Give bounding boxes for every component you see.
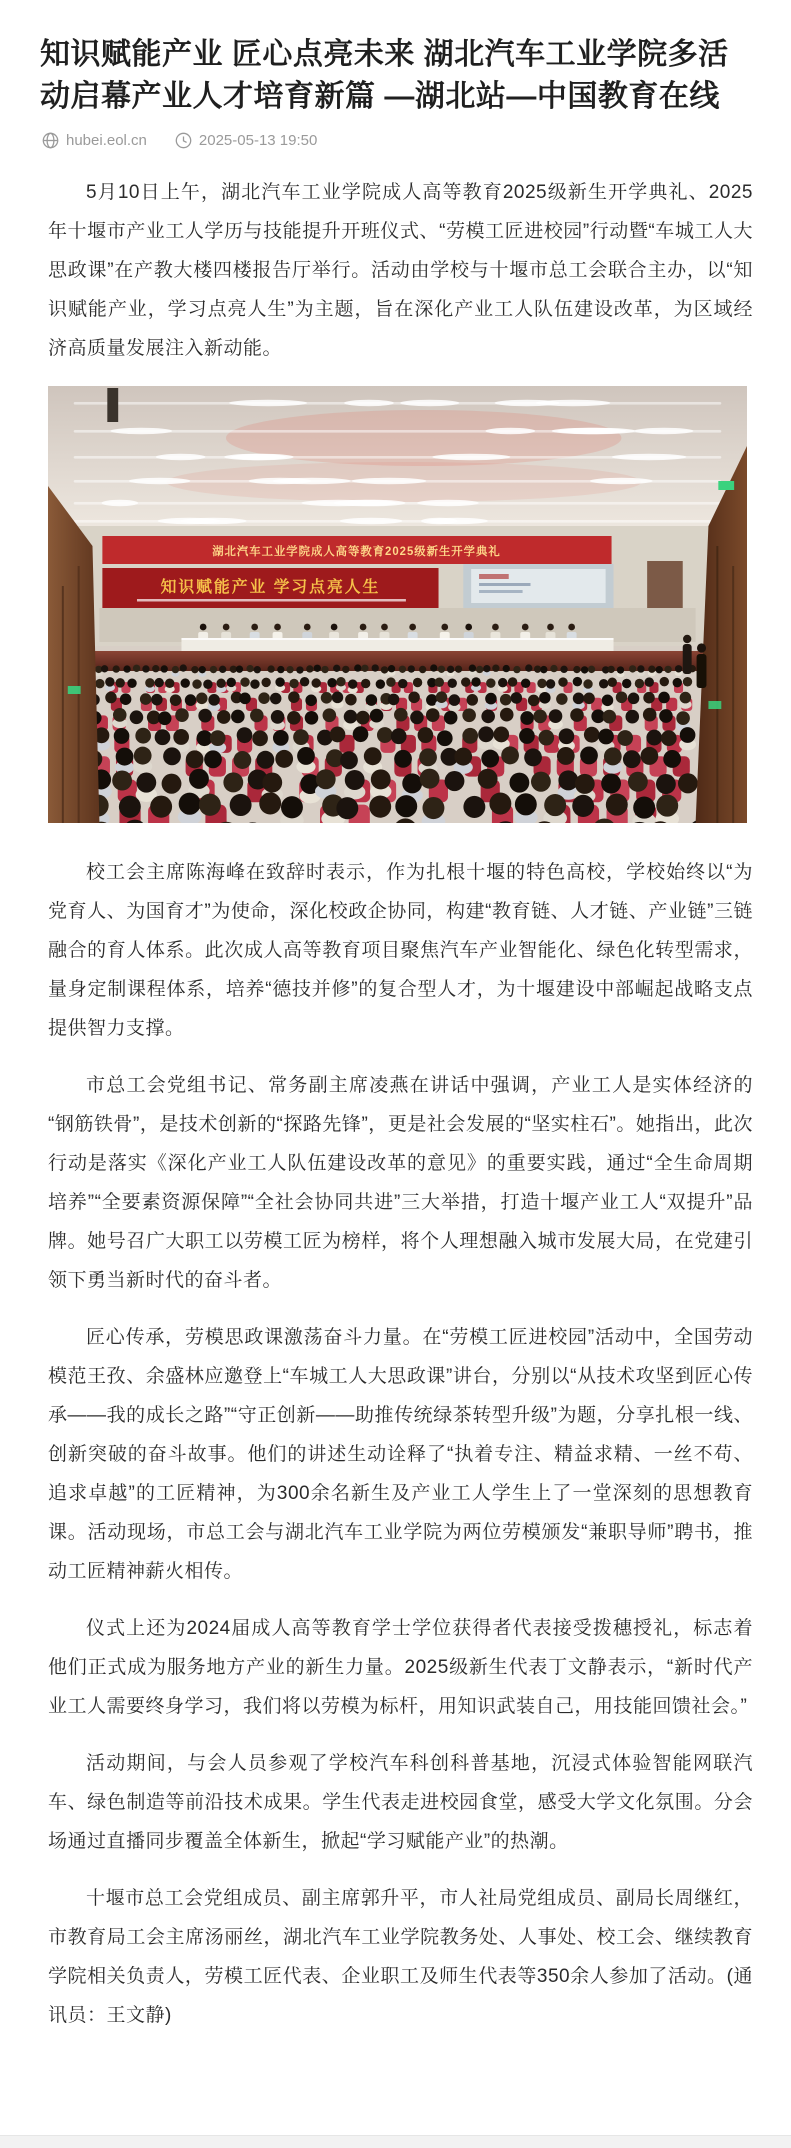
clock-icon <box>175 132 192 149</box>
article-body <box>40 173 755 2035</box>
paragraph-2: 校工会主席陈海峰在致辞时表示，作为扎根十堰的特色高校，学校始终以“为党育人、为国育才”为使命，深化校政企协同，构建“教育链、人才链、产业链”三链融合的育人体系。此次成人高等教育项目聚焦汽车产业智能化、绿色化转型需求，量身定制课程体系，培养“德技并修”的复合型人才，为十堰建设中部崛起战略支点提供智力支撑。 <box>48 862 753 1039</box>
audience <box>85 664 713 823</box>
exit-sign-icon <box>708 701 721 709</box>
exit-sign-icon <box>68 686 81 694</box>
article-meta <box>42 132 755 149</box>
article-photo[interactable] <box>48 386 747 823</box>
paragraph-6: 活动期间，与会人员参观了学校汽车科创科普基地，沉浸式体验智能网联汽车、绿色制造等前沿技术成果。学生代表走进校园食堂，感受大学文化氛围。分会场通过直播同步覆盖全体新生，掀起“学习赋能产业”的热潮。 <box>48 1753 753 1852</box>
speaker <box>107 388 118 422</box>
paragraph-1: 5月10日上午，湖北汽车工业学院成人高等教育2025级新生开学典礼、2025年十堰市产业工人学历与技能提升开班仪式、“劳模工匠进校园”行动暨“车城工人大思政课”在产教大楼四楼报告厅举行。活动由学校与十堰市总工会联合主办，以“知识赋能产业，学习点亮人生”为主题，旨在深化产业工人队伍建设改革，为区域经济高质量发展注入新动能。 <box>48 182 753 359</box>
paragraph-3: 市总工会党组书记、常务副主席凌燕在讲话中强调，产业工人是实体经济的“钢筋铁骨”，是技术创新的“探路先锋”，更是社会发展的“坚实柱石”。她指出，此次行动是落实《深化产业工人队伍建设改革的意见》的重要实践，通过“全生命周期培养”“全要素资源保障”“全社会协同共进”三大举措，打造十堰产业工人“双提升”品牌。她号召广大职工以劳模工匠为榜样，将个人理想融入城市发展大局，在党建引领下勇当新时代的奋斗者。 <box>48 1075 753 1291</box>
photo-banner-text: 湖北汽车工业学院成人高等教育2025级新生开学典礼 <box>212 545 501 559</box>
exit-sign-icon <box>718 481 734 490</box>
stage-wall <box>99 608 695 642</box>
photo-screen-text: 知识赋能产业 学习点亮人生 <box>160 578 381 597</box>
article-title: 知识赋能产业 匠心点亮未来 湖北汽车工业学院多活动启幕产业人才培育新篇 —湖北站—中国教育在线 <box>40 38 729 113</box>
screen-subtitle-line <box>137 599 406 602</box>
publish-time-text: 2025-05-13 19:50 <box>198 132 318 149</box>
article <box>40 34 755 2035</box>
article-publish-time <box>175 132 317 149</box>
globe-icon <box>42 132 59 149</box>
paragraph-5: 仪式上还为2024届成人高等教育学士学位获得者代表接受拨穗授礼，标志着他们正式成为服务地方产业的新生力量。2025级新生代表丁文静表示，“新时代产业工人需要终身学习，我们将以劳模为标杆，用知识武装自己，用技能回馈社会。” <box>48 1618 753 1717</box>
footer-strip <box>0 2135 791 2148</box>
paragraph-4: 匠心传承，劳模思政课激荡奋斗力量。在“劳模工匠进校园”活动中，全国劳动模范王孜、余盛林应邀登上“车城工人大思政课”讲台，分别以“从技术攻坚到匠心传承——我的成长之路”“守正创新——助推传统绿茶转型升级”为题，分享扎根一线、创新突破的奋斗故事。他们的讲述生动诠释了“执着专注、精益求精、一丝不苟、追求卓越”的工匠精神，为300余名新生及产业工人学生上了一堂深刻的思想教育课。活动现场，市总工会与湖北汽车工业学院为两位劳模颁发“兼职导师”聘书，推动工匠精神薪火相传。 <box>48 1327 753 1582</box>
article-source <box>42 132 147 149</box>
auditorium-photo <box>48 386 747 823</box>
source-text: hubei.eol.cn <box>66 132 147 149</box>
paragraph-7: 十堰市总工会党组成员、副主席郭升平，市人社局党组成员、副局长周继红，市教育局工会主席汤丽丝，湖北汽车工业学院教务处、人事处、校工会、继续教育学院相关负责人，劳模工匠代表、企业职工及师生代表等350余人参加了活动。(通讯员：王文静) <box>48 1888 753 2026</box>
